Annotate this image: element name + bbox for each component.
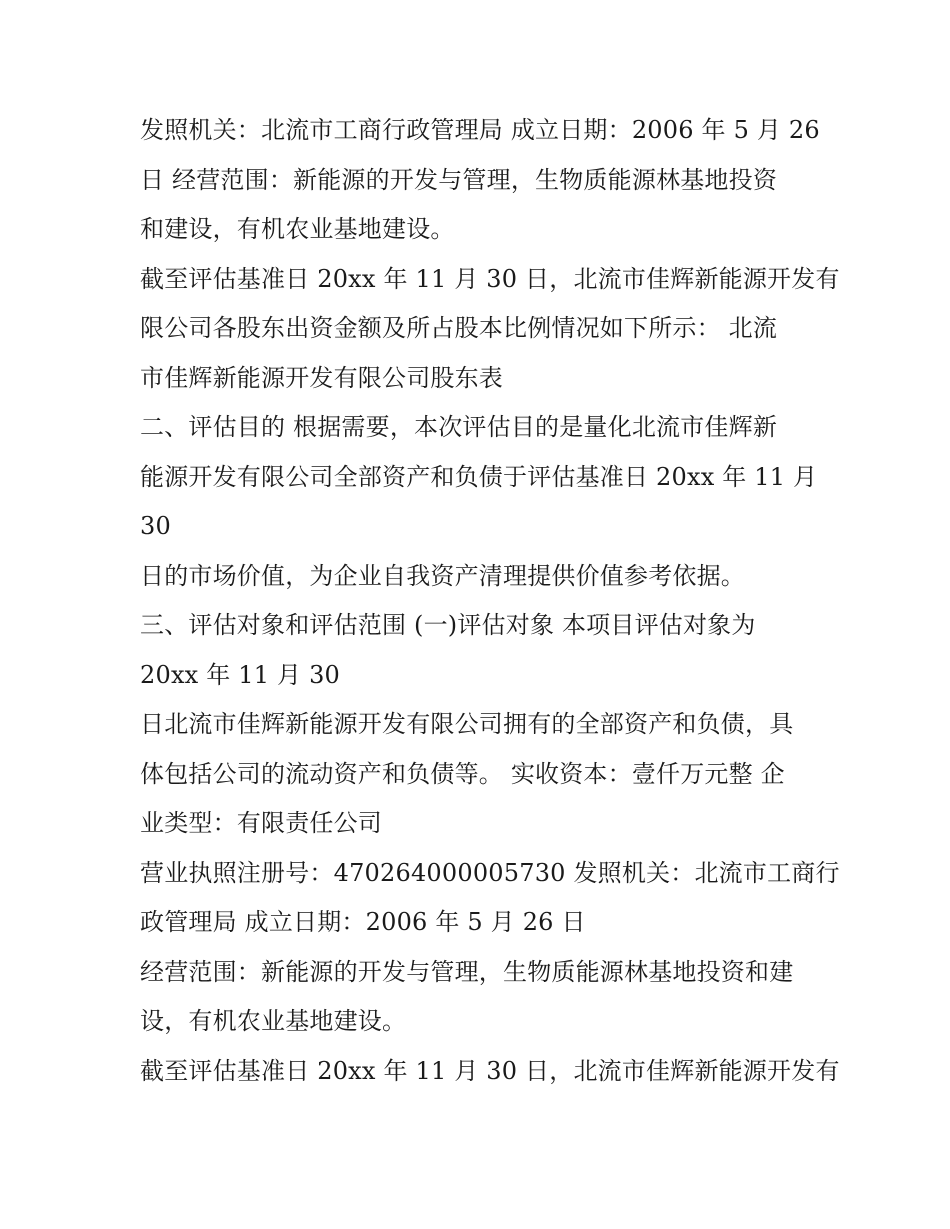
text-line: 日的市场价值，为企业自我资产清理提供价值参考依据。 xyxy=(140,561,745,590)
document-body xyxy=(140,106,840,1096)
text-line: 业类型：有限责任公司 xyxy=(140,809,382,837)
text-line: 发照机关：北流市工商行政管理局 成立日期：2006 年 5 月 26 xyxy=(140,116,820,144)
text-line: 营业执照注册号：470264000005730 发照机关：北流市工商行 xyxy=(140,858,840,887)
text-line: 二、评估目的 根据需要，本次评估目的是量化北流市佳辉新 xyxy=(140,413,778,441)
text-line: 政管理局 成立日期：2006 年 5 月 26 日 xyxy=(140,908,586,936)
text-line: 截至评估基准日 20xx 年 11 月 30 日，北流市佳辉新能源开发有 xyxy=(140,264,840,293)
text-line: 和建设，有机农业基地建设。 xyxy=(140,215,455,243)
text-line: 截至评估基准日 20xx 年 11 月 30 日，北流市佳辉新能源开发有 xyxy=(140,1056,840,1085)
text-line: 市佳辉新能源开发有限公司股东表 xyxy=(140,363,503,392)
text-line: 30 xyxy=(140,512,171,540)
text-line: 限公司各股东出资金额及所占股本比例情况如下所示： 北流 xyxy=(140,314,778,342)
text-line: 体包括公司的流动资产和负债等。 实收资本：壹仟万元整 企 xyxy=(140,759,785,788)
text-line: 设，有机农业基地建设。 xyxy=(140,1007,407,1035)
text-line: 经营范围：新能源的开发与管理，生物质能源林基地投资和建 xyxy=(140,957,794,986)
text-line: 三、评估对象和评估范围 (一)评估对象 本项目评估对象为 xyxy=(140,611,756,639)
text-line: 能源开发有限公司全部资产和负债于评估基准日 20xx 年 11 月 xyxy=(140,462,818,491)
text-line: 日 经营范围：新能源的开发与管理，生物质能源林基地投资 xyxy=(140,165,778,194)
text-line: 20xx 年 11 月 30 xyxy=(140,660,341,689)
text-line: 日北流市佳辉新能源开发有限公司拥有的全部资产和负债，具 xyxy=(140,710,794,738)
